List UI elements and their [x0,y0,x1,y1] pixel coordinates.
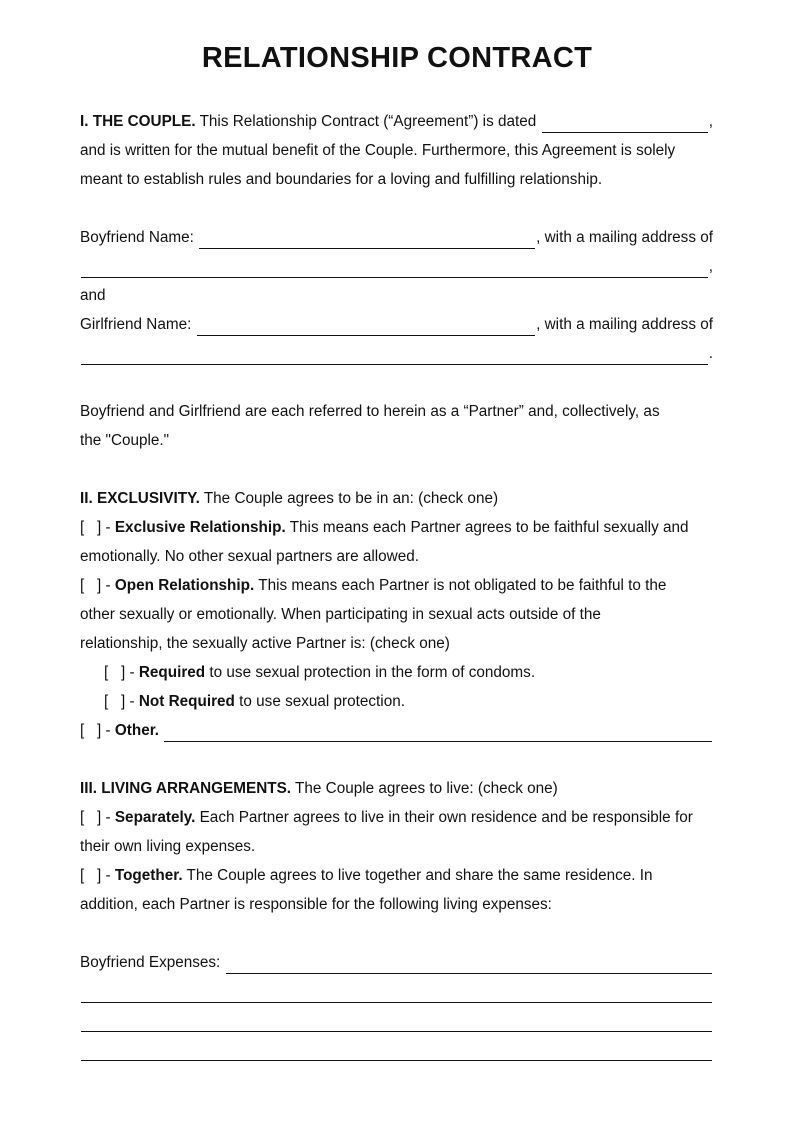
text: Boyfriend and Girlfriend are each referred to herein as a “Partner” and, collectively, as [80,403,660,420]
expenses-line [80,981,713,1003]
option-label: Not Required [138,693,235,710]
text: relationship, the sexually active Partner is: (check one) [80,635,450,652]
section-heading: I. THE COUPLE. [80,113,196,130]
text: the "Couple." [80,432,170,449]
boyfriend-address-field[interactable] [81,260,708,278]
checkbox[interactable]: [ ] - [80,809,115,826]
text: meant to establish rules and boundaries for a loving and fulfilling relationship. [80,171,603,188]
option-label: Exclusive Relationship. [114,519,286,536]
text: their own living expenses. [80,838,256,855]
option-label: Together. [114,867,183,884]
expenses-field[interactable] [81,1043,712,1061]
option-label: Other. [114,722,160,739]
option-open [80,575,713,597]
girlfriend-address-field[interactable] [81,347,708,365]
text: other sexually or emotionally. When participating in sexual acts outside of the [80,606,601,623]
option-other [80,720,713,742]
option-together [80,865,713,887]
option-label: Separately. [114,809,196,826]
text: addition, each Partner is responsible for the following living expenses: [80,896,552,913]
boyfriend-address-line [80,256,713,278]
text: , with a mailing address of [536,229,713,246]
girlfriend-name-line [80,314,713,336]
text: , [708,258,713,275]
text: This means each Partner agrees to be faithful sexually and [285,519,689,536]
expenses-line [80,1010,713,1032]
text: . [708,345,713,362]
other-field[interactable] [164,724,712,742]
option-label: Open Relationship. [114,577,255,594]
document-title: RELATIONSHIP CONTRACT [201,42,593,74]
boyfriend-expenses-line [80,952,713,974]
text: emotionally. No other sexual partners are allowed. [80,548,419,565]
girlfriend-address-line [80,343,713,365]
text: , [708,113,713,130]
text: Each Partner agrees to live in their own residence and be responsible for [195,809,693,826]
exclusivity-heading-line [80,488,713,510]
checkbox[interactable]: [ ] - [104,693,139,710]
text: The Couple agrees to live together and share the same residence. In [182,867,653,884]
girlfriend-name-field[interactable] [197,318,536,336]
text: to use sexual protection in the form of condoms. [205,664,536,681]
option-label: Required [138,664,206,681]
checkbox[interactable]: [ ] - [104,664,139,681]
boyfriend-name-line [80,227,713,249]
label: Boyfriend Name: [80,229,199,246]
checkbox[interactable]: [ ] - [80,722,115,739]
section-heading: III. LIVING ARRANGEMENTS. [80,780,292,797]
living-heading-line [80,778,713,800]
expenses-field[interactable] [81,1014,712,1032]
text: and is written for the mutual benefit of the Couple. Furthermore, this Agreement is solely [80,142,676,159]
date-field[interactable] [542,115,708,133]
text: This means each Partner is not obligated to be faithful to the [254,577,667,594]
option-exclusive [80,517,713,539]
text: The Couple agrees to live: (check one) [291,780,558,797]
checkbox[interactable]: [ ] - [80,577,115,594]
expenses-line [80,1039,713,1061]
text: , with a mailing address of [536,316,713,333]
text: This Relationship Contract (“Agreement”) is dated [195,113,541,130]
boyfriend-name-field[interactable] [199,231,535,249]
text: to use sexual protection. [234,693,405,710]
boyfriend-expenses-field[interactable] [226,956,712,974]
option-required [104,662,713,684]
label: Boyfriend Expenses: [80,954,225,971]
text: and [80,287,106,304]
text: The Couple agrees to be in an: (check one) [199,490,499,507]
checkbox[interactable]: [ ] - [80,519,115,536]
option-separately [80,807,713,829]
label: Girlfriend Name: [80,316,196,333]
couple-line-1 [80,111,713,133]
expenses-field[interactable] [81,985,712,1003]
option-not-required [104,691,713,713]
section-heading: II. EXCLUSIVITY. [80,490,200,507]
checkbox[interactable]: [ ] - [80,867,115,884]
